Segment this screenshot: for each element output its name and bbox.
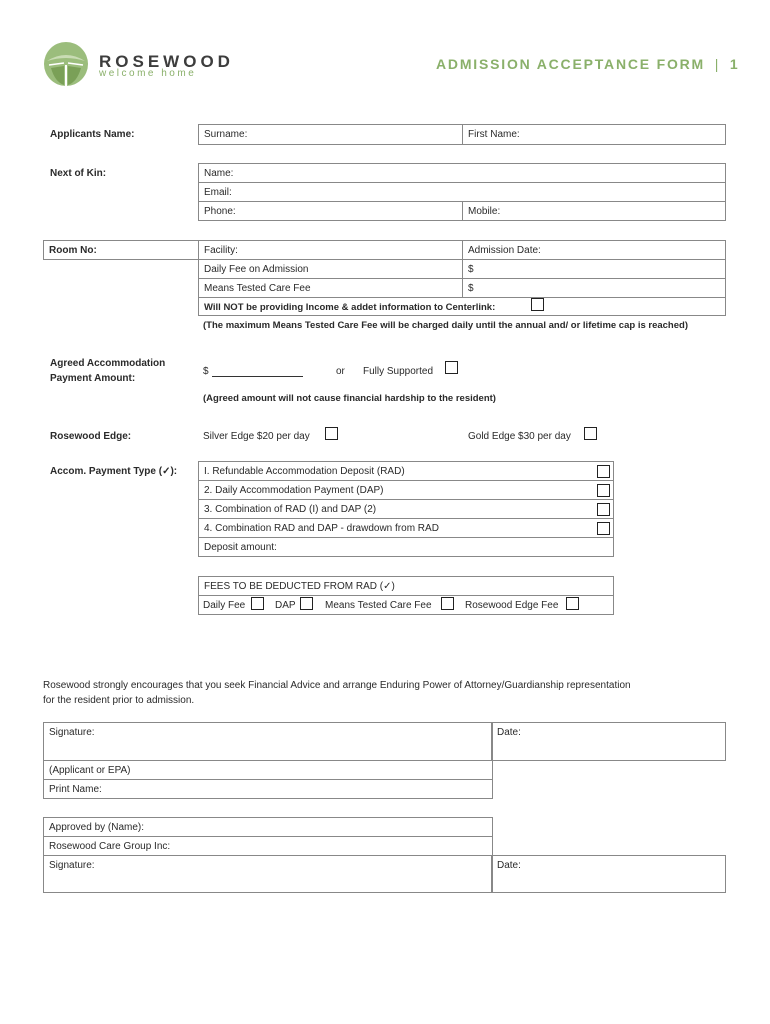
advice-line-1: Rosewood strongly encourages that you seek Financial Advice and arrange Enduring Power of Attorney/Guardianship representation — [43, 680, 631, 691]
payment-combo-checkbox[interactable] — [597, 503, 610, 516]
fee-daily-checkbox[interactable] — [251, 597, 264, 610]
fee-edge-label: Rosewood Edge Fee — [465, 600, 559, 611]
kin-mobile-label: Mobile: — [468, 206, 501, 217]
payment-drawdown-checkbox[interactable] — [597, 522, 610, 535]
applicant-epa-label: (Applicant or EPA) — [49, 765, 131, 776]
payment-type-label: Accom. Payment Type (✓): — [50, 466, 178, 477]
payment-option-label: 2. Daily Accommodation Payment (DAP) — [204, 485, 384, 496]
income-notice-checkbox[interactable] — [531, 298, 544, 311]
applicant-label: Applicants Name: — [50, 129, 135, 140]
fees-header — [198, 576, 614, 596]
care-group-field[interactable] — [43, 836, 493, 856]
kin-phone-field[interactable] — [198, 201, 463, 221]
first-name-label: First Name: — [468, 129, 520, 140]
silver-edge-checkbox[interactable] — [325, 427, 338, 440]
kin-name-field[interactable] — [198, 163, 726, 183]
signature-label: Signature: — [49, 727, 95, 738]
logo-leaf-icon — [43, 41, 89, 87]
date-label: Date: — [497, 727, 521, 738]
means-fee-dollar: $ — [468, 283, 474, 294]
payment-option-drawdown — [198, 518, 614, 538]
daily-fee-dollar: $ — [468, 264, 474, 275]
daily-fee-row — [198, 259, 463, 279]
accom-amount-input[interactable] — [212, 376, 303, 377]
kin-label: Next of Kin: — [50, 168, 107, 179]
approver-date-label: Date: — [497, 860, 521, 871]
means-fee-label: Means Tested Care Fee — [204, 283, 311, 294]
first-name-field[interactable] — [462, 124, 726, 145]
fee-dap-checkbox[interactable] — [300, 597, 313, 610]
daily-fee-label: Daily Fee on Admission — [204, 264, 309, 275]
hardship-note: (Agreed amount will not cause financial hardship to the resident) — [203, 393, 496, 404]
approver-signature-label: Signature: — [49, 860, 95, 871]
approver-signature-field[interactable] — [43, 855, 493, 893]
kin-email-label: Email: — [204, 187, 232, 198]
payment-dap-checkbox[interactable] — [597, 484, 610, 497]
fee-means-checkbox[interactable] — [441, 597, 454, 610]
edge-label: Rosewood Edge: — [50, 431, 132, 442]
approved-by-field[interactable] — [43, 817, 493, 837]
kin-mobile-field[interactable] — [462, 201, 726, 221]
income-notice-row — [198, 297, 726, 316]
payment-option-rad — [198, 461, 614, 481]
facility-field[interactable] — [198, 240, 463, 260]
signature-field[interactable] — [43, 722, 493, 761]
fee-means-label: Means Tested Care Fee — [325, 600, 432, 611]
fee-dap-label: DAP — [275, 600, 296, 611]
means-fee-value-field[interactable] — [462, 278, 726, 298]
admission-date-label: Admission Date: — [468, 245, 541, 256]
fees-header-text: FEES TO BE DEDUCTED FROM RAD (✓) — [204, 581, 395, 592]
kin-email-field[interactable] — [198, 182, 726, 202]
approver-date-field[interactable] — [491, 855, 726, 893]
page-number: 1 — [729, 56, 740, 72]
accom-or: or — [336, 366, 345, 377]
rosewood-logo — [43, 41, 89, 87]
means-fee-row — [198, 278, 463, 298]
income-notice-text: Will NOT be providing Income & addet information to Centerlink: — [204, 302, 496, 313]
room-no-label: Room No: — [49, 245, 97, 256]
facility-label: Facility: — [204, 245, 238, 256]
payment-option-dap — [198, 480, 614, 500]
approved-by-label: Approved by (Name): — [49, 822, 145, 833]
fully-supported-checkbox[interactable] — [445, 361, 458, 374]
print-name-field[interactable] — [43, 779, 493, 799]
advice-line-2: for the resident prior to admission. — [43, 695, 195, 706]
surname-field[interactable] — [198, 124, 463, 145]
accom-label-2: Payment Amount: — [50, 373, 136, 384]
payment-option-label: I. Refundable Accommodation Deposit (RAD) — [204, 466, 405, 477]
fee-edge-checkbox[interactable] — [566, 597, 579, 610]
payment-option-combo — [198, 499, 614, 519]
title-separator: | — [714, 56, 721, 72]
date-field[interactable] — [491, 722, 726, 761]
payment-option-label: 3. Combination of RAD (I) and DAP (2) — [204, 504, 377, 515]
applicant-epa-field[interactable] — [43, 760, 493, 780]
payment-rad-checkbox[interactable] — [597, 465, 610, 478]
admission-date-field[interactable] — [462, 240, 726, 260]
surname-label: Surname: — [204, 129, 248, 140]
deposit-amount-label: Deposit amount: — [204, 542, 277, 553]
silver-edge-label: Silver Edge $20 per day — [203, 431, 310, 442]
payment-option-label: 4. Combination RAD and DAP - drawdown from RAD — [204, 523, 439, 534]
print-name-label: Print Name: — [49, 784, 102, 795]
room-no-field[interactable] — [43, 240, 199, 260]
brand-tagline: welcome home — [99, 68, 197, 79]
kin-name-label: Name: — [204, 168, 234, 179]
fully-supported-label: Fully Supported — [363, 366, 434, 377]
gold-edge-label: Gold Edge $30 per day — [468, 431, 571, 442]
accom-dollar: $ — [203, 366, 209, 377]
fee-daily-label: Daily Fee — [203, 600, 246, 611]
form-title-text: ADMISSION ACCEPTANCE FORM — [436, 56, 705, 72]
daily-fee-value-field[interactable] — [462, 259, 726, 279]
accom-label-1: Agreed Accommodation — [50, 358, 166, 369]
deposit-amount-field[interactable] — [198, 537, 614, 557]
brand-name: ROSEWOOD — [99, 52, 234, 71]
kin-phone-label: Phone: — [204, 206, 236, 217]
care-group-label: Rosewood Care Group Inc: — [49, 841, 171, 852]
gold-edge-checkbox[interactable] — [584, 427, 597, 440]
max-fee-note: (The maximum Means Tested Care Fee will be charged daily until the annual and/ or lifetime cap is reached) — [203, 320, 688, 331]
form-title — [436, 56, 739, 72]
